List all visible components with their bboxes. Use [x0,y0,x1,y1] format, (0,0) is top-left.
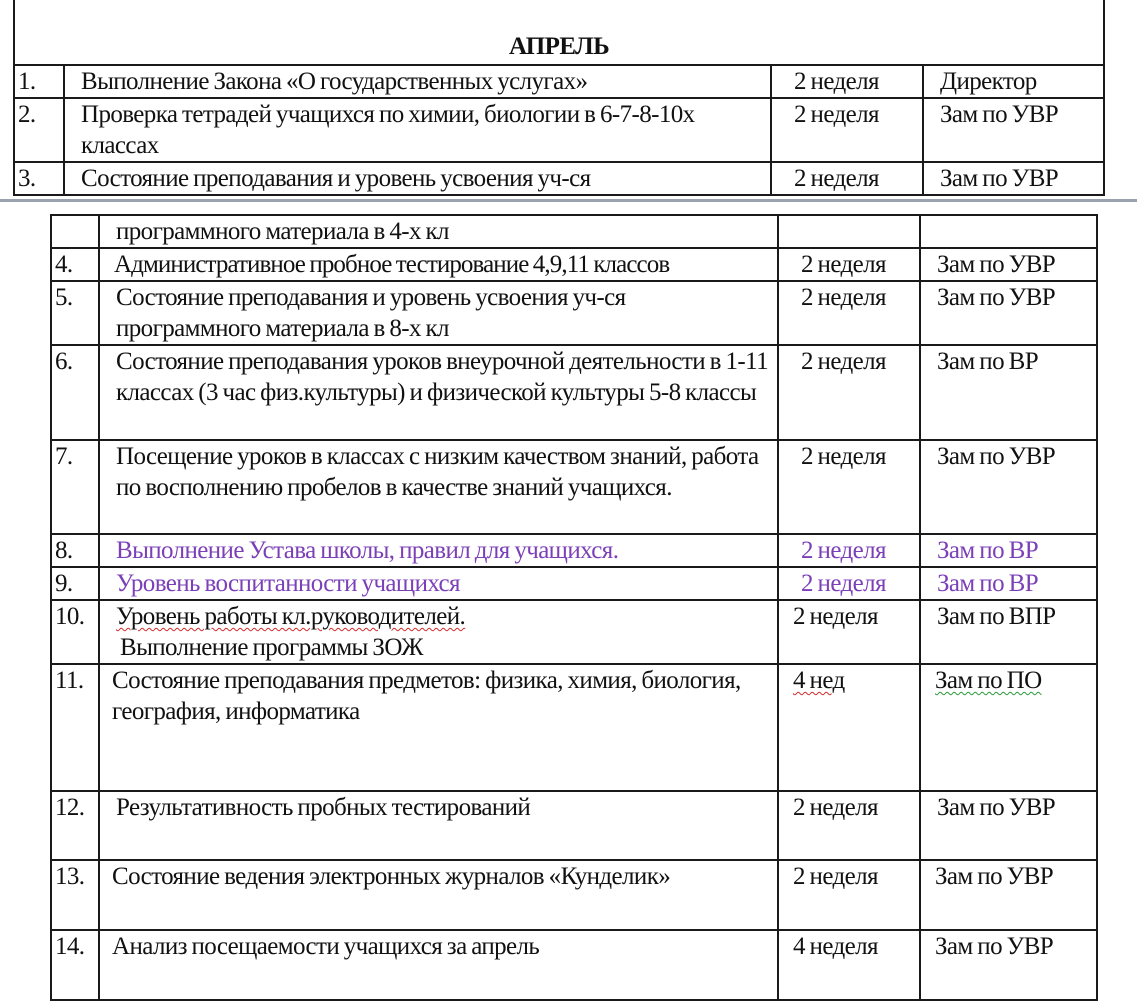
plan-table-top [13,0,1105,196]
row-responsible: Зам по ВР [920,534,1097,567]
row-activity: Выполнение Закона «О государственных услугах» [64,65,771,98]
table-row [51,860,1097,930]
row-number: 8. [51,534,99,567]
row-number: 14. [51,930,99,1000]
table-row [51,215,1097,248]
table-row [14,98,1104,162]
row-responsible: Зам по УВР [920,281,1097,345]
row-responsible: Зам по УВР [920,860,1097,930]
row-number: 12. [51,791,99,860]
row-responsible: Зам по УВР [920,930,1097,1000]
row-responsible: Зам по УВР [920,791,1097,860]
row-activity-line: Выполнение программы ЗОЖ [120,634,423,661]
row-activity: Административное пробное тестирование 4,9,11 классов [99,248,778,281]
row-number: 3. [14,162,64,195]
row-timing: 2 неделя [778,534,920,567]
row-number: 4. [51,248,99,281]
row-timing: 4 неделя [778,930,920,1000]
row-activity: Проверка тетрадей учащихся по химии, биологии в 6-7-8-10х классах [64,98,771,162]
row-activity [99,600,778,664]
row-timing: 2 неделя [778,567,920,600]
row-activity: Анализ посещаемости учащихся за апрель [99,930,778,1000]
month-title: АПРЕЛЬ [14,0,1104,65]
table-row [51,791,1097,860]
row-activity-text: Уровень работы кл.руководителей. [116,603,466,630]
table-row [14,162,1104,195]
table-row [51,930,1097,1000]
row-number: 1. [14,65,64,98]
row-timing: 2 неделя [778,345,920,440]
row-timing: 2 неделя [778,600,920,664]
row-responsible: Зам по ВР [920,567,1097,600]
row-responsible [920,664,1097,791]
row-timing [778,664,920,791]
row-timing: 2 неделя [778,281,920,345]
row-activity: Уровень воспитанности учащихся [99,567,778,600]
row-responsible: Зам по УВР [923,98,1104,162]
row-timing: 2 неделя [771,162,923,195]
plan-table-bottom [50,214,1098,1001]
row-activity-continuation: программного материала в 4-х кл [99,215,778,248]
row-number: 13. [51,860,99,930]
row-number: 7. [51,440,99,534]
table-row [14,65,1104,98]
table-row [51,345,1097,440]
table-row [51,534,1097,567]
row-responsible: Зам по УВР [920,248,1097,281]
row-activity: Посещение уроков в классах с низким качеством знаний, работа по восполнению пробелов в качестве знаний учащихся. [99,440,778,534]
row-number: 6. [51,345,99,440]
row-activity-line [116,601,773,632]
row-timing: 2 неделя [778,860,920,930]
row-activity: Состояние преподавания предметов: физика, химия, биология, география, информатика [99,664,778,791]
row-timing-text: 4 нед [793,667,845,694]
table-row [51,600,1097,664]
row-activity: Выполнение Устава школы, правил для учащихся. [99,534,778,567]
row-responsible: Директор [923,65,1104,98]
row-number: 2. [14,98,64,162]
page-break-divider [0,199,1137,202]
table-row [51,567,1097,600]
row-number: 10. [51,600,99,664]
row-responsible: Зам по УВР [920,440,1097,534]
row-activity: Состояние преподавания и уровень усвоения уч-ся программного материала в 8-х кл [99,281,778,345]
row-timing: 2 неделя [771,65,923,98]
row-timing: 2 неделя [771,98,923,162]
table-row [51,248,1097,281]
table-row [51,281,1097,345]
row-number: 5. [51,281,99,345]
row-responsible: Зам по ВПР [920,600,1097,664]
row-timing: 2 неделя [778,440,920,534]
row-activity: Состояние ведения электронных журналов «Кунделик» [99,860,778,930]
row-responsible-text: Зам по ПО [935,667,1042,694]
row-responsible: Зам по УВР [923,162,1104,195]
row-timing: 2 неделя [778,791,920,860]
row-responsible: Зам по ВР [920,345,1097,440]
row-number: 9. [51,567,99,600]
row-activity: Состояние преподавания уроков внеурочной деятельности в 1-11 классах (3 час физ.культуры) и физической культуры 5-8 классы [99,345,778,440]
row-activity: Результативность пробных тестирований [99,791,778,860]
table-row [51,664,1097,791]
row-activity: Состояние преподавания и уровень усвоения уч-ся [64,162,771,195]
row-timing: 2 неделя [778,248,920,281]
row-number: 11. [51,664,99,791]
table-row [51,440,1097,534]
